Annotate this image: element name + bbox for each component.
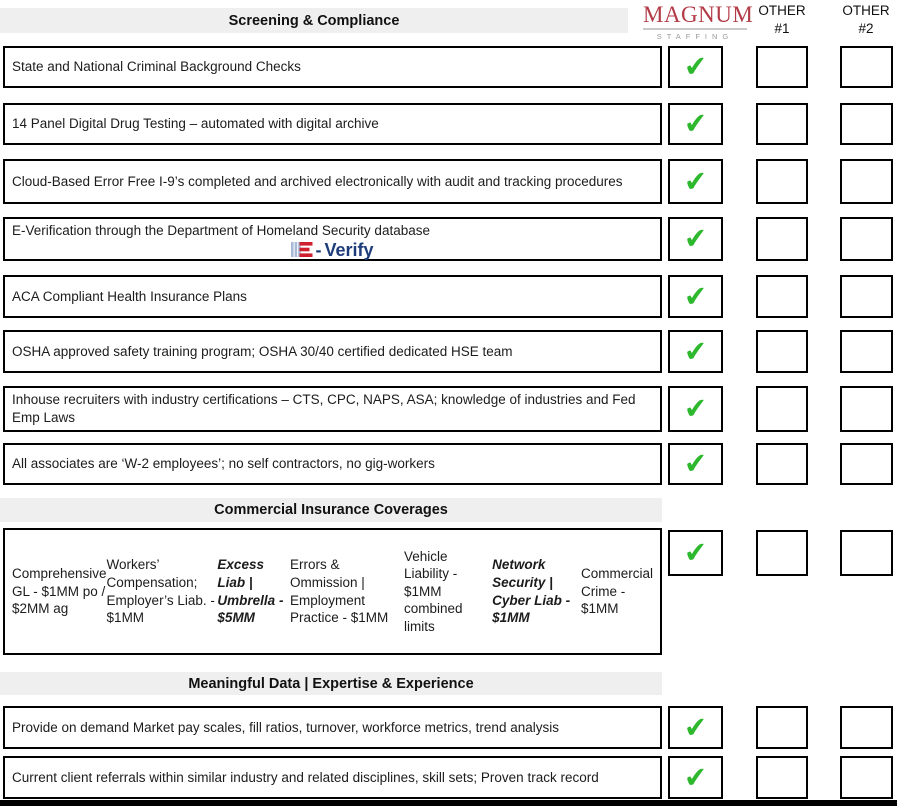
- check-icon: ✔: [682, 536, 709, 569]
- other2-checkbox: [840, 530, 893, 576]
- feature-row-aca: [0, 275, 897, 318]
- section-header-meaningful-data: [0, 672, 662, 695]
- magnum-checkbox: [668, 330, 723, 373]
- feature-text: [3, 386, 662, 432]
- column-header-other2: [836, 2, 896, 38]
- other1-checkbox: [756, 706, 808, 749]
- other1-checkbox: [756, 530, 808, 576]
- feature-text-label: Provide on demand Market pay scales, fill ratios, turnover, workforce metrics, trend analysis: [12, 719, 559, 735]
- other1-label-line2: #1: [774, 21, 790, 36]
- magnum-checkbox: [668, 443, 723, 485]
- feature-text: [3, 275, 662, 318]
- other1-checkbox: [756, 330, 808, 373]
- other1-checkbox: [756, 443, 808, 485]
- insurance-line: Commercial Crime - $1MM: [580, 566, 653, 617]
- insurance-line: Workers’ Compensation; Employer’s Liab. - $1MM: [106, 557, 215, 626]
- magnum-checkbox: [668, 706, 723, 749]
- other1-checkbox: [756, 756, 808, 799]
- other2-label-line1: OTHER: [842, 3, 890, 18]
- e-verify-wordmark: Verify: [324, 239, 374, 260]
- other1-checkbox: [756, 386, 808, 432]
- insurance-line: Comprehensive GL - $1MM po / $2MM ag: [12, 566, 107, 617]
- feature-text: [3, 330, 662, 373]
- check-icon: ✔: [682, 164, 709, 198]
- magnum-checkbox: [668, 756, 723, 799]
- feature-text-label: Inhouse recruiters with industry certifications – CTS, CPC, NAPS, ASA; knowledge of industries and Fed Emp Laws: [12, 392, 636, 425]
- other2-checkbox: [840, 103, 893, 145]
- other2-checkbox: [840, 756, 893, 799]
- section-header-insurance: [0, 498, 662, 522]
- check-icon: ✔: [682, 107, 709, 140]
- section-title: Screening & Compliance: [228, 12, 400, 29]
- check-icon: ✔: [682, 392, 709, 425]
- other2-checkbox: [840, 706, 893, 749]
- feature-text-label: Current client referrals within similar industry and related disciplines, skill sets; Proven track record: [12, 769, 599, 785]
- feature-row-w2: [0, 443, 897, 485]
- feature-text: [3, 103, 662, 145]
- feature-text-label: ACA Compliant Health Insurance Plans: [12, 288, 247, 304]
- check-icon: ✔: [682, 334, 709, 368]
- magnum-checkbox: [668, 159, 723, 204]
- check-icon: ✔: [682, 279, 709, 313]
- feature-text: [3, 46, 662, 88]
- check-icon: ✔: [682, 222, 709, 255]
- other2-checkbox: [840, 46, 893, 88]
- magnum-checkbox: [668, 103, 723, 145]
- other2-label-line2: #2: [858, 21, 874, 36]
- other1-label-line1: OTHER: [758, 3, 806, 18]
- feature-text: [3, 706, 662, 749]
- feature-row-market-data: [0, 706, 897, 749]
- magnum-staffing-logo: [643, 2, 754, 41]
- other1-checkbox: [756, 217, 808, 261]
- other1-checkbox: [756, 103, 808, 145]
- magnum-checkbox: [668, 217, 723, 261]
- insurance-line: Errors & Ommission | Employment Practice - $1MM: [290, 557, 389, 626]
- e-verify-dash: -: [315, 239, 322, 260]
- magnum-checkbox: [668, 530, 723, 576]
- other2-checkbox: [840, 386, 893, 432]
- magnum-checkbox: [668, 46, 723, 88]
- check-icon: ✔: [682, 447, 709, 480]
- feature-text-label: Cloud-Based Error Free I-9’s completed and archived electronically with audit and tracking procedures: [12, 173, 623, 189]
- feature-text-label: E-Verification through the Department of Homeland Security database: [12, 223, 430, 238]
- feature-row-insurance: [0, 528, 897, 655]
- feature-text-label: OSHA approved safety training program; OSHA 30/40 certified dedicated HSE team: [12, 343, 513, 359]
- other1-checkbox: [756, 159, 808, 204]
- insurance-list: [3, 528, 662, 655]
- insurance-line-emphasis: Excess Liab | Umbrella - $5MM: [217, 557, 284, 626]
- feature-text: [3, 756, 662, 799]
- other2-checkbox: [840, 443, 893, 485]
- column-header-other1: [752, 2, 812, 38]
- insurance-line-emphasis: Network Security | Cyber Liab - $1MM: [492, 557, 571, 626]
- section-header-screening-compliance: [0, 8, 628, 33]
- feature-text-label: 14 Panel Digital Drug Testing – automated with digital archive: [12, 116, 379, 131]
- magnum-logo-subtitle: STAFFING: [643, 28, 747, 41]
- other2-checkbox: [840, 275, 893, 318]
- feature-row-recruiters: [0, 386, 897, 432]
- insurance-line: Vehicle Liability - $1MM combined limits: [404, 548, 463, 634]
- e-verify-logo: [12, 240, 653, 259]
- other1-checkbox: [756, 275, 808, 318]
- feature-text: [3, 217, 662, 261]
- magnum-checkbox: [668, 275, 723, 318]
- other2-checkbox: [840, 330, 893, 373]
- check-icon: ✔: [682, 50, 709, 83]
- feature-row-osha: [0, 330, 897, 373]
- section-title: Meaningful Data | Expertise & Experience: [188, 675, 474, 692]
- feature-row-background-checks: [0, 46, 897, 88]
- other2-checkbox: [840, 159, 893, 204]
- other1-checkbox: [756, 46, 808, 88]
- magnum-checkbox: [668, 386, 723, 432]
- section-title: Commercial Insurance Coverages: [214, 502, 448, 518]
- feature-row-drug-testing: [0, 103, 897, 145]
- feature-row-referrals: [0, 756, 897, 799]
- feature-text-label: State and National Criminal Background Checks: [12, 59, 301, 74]
- feature-row-everify: [0, 217, 897, 261]
- other2-checkbox: [840, 217, 893, 261]
- e-verify-flag-icon: [291, 240, 313, 259]
- feature-text-label: All associates are ‘W-2 employees’; no self contractors, no gig-workers: [12, 456, 435, 471]
- check-icon: ✔: [682, 710, 709, 744]
- feature-text: [3, 443, 662, 485]
- bottom-divider-bar: [0, 800, 897, 806]
- magnum-logo-wordmark: MAGNUM: [643, 2, 754, 27]
- feature-text: [3, 159, 662, 204]
- check-icon: ✔: [682, 760, 709, 794]
- feature-row-i9: [0, 159, 897, 204]
